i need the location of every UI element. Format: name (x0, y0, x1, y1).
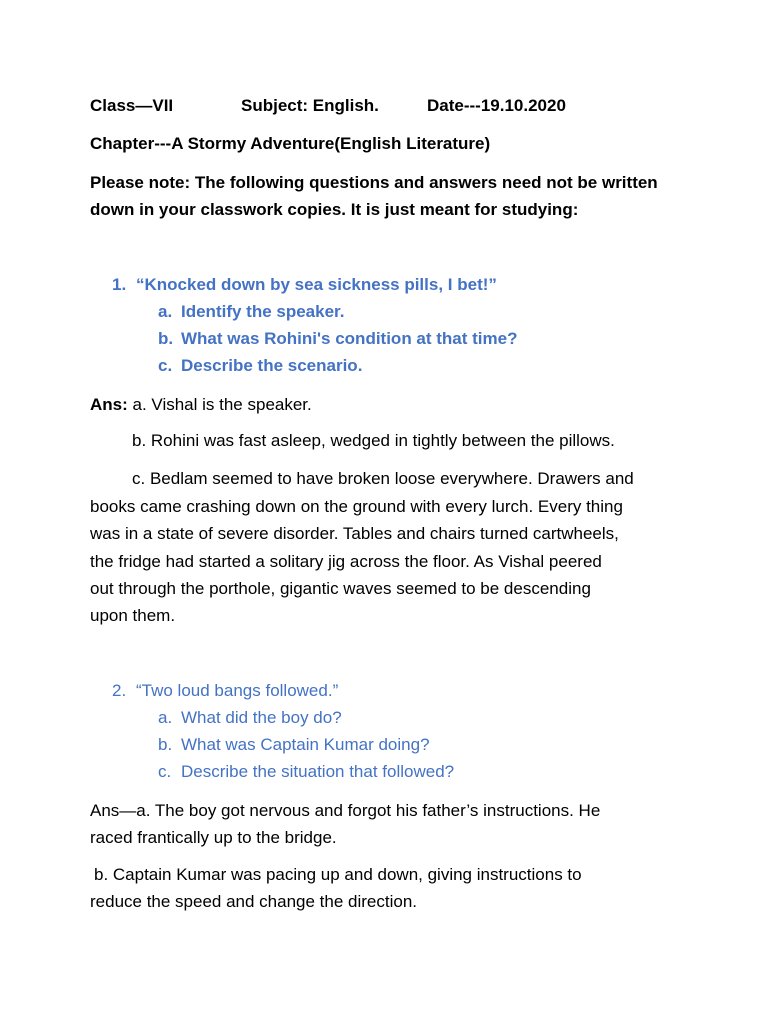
question-2-prompt: “Two loud bangs followed.” (136, 681, 339, 700)
answer-1-c-line-4: the fridge had started a solitary jig across the floor. As Vishal peered (90, 552, 602, 571)
note-line-2: down in your classwork copies. It is just meant for studying: (90, 200, 579, 219)
answer-1-c-line-6: upon them. (90, 606, 176, 625)
question-1-text: Knocked down by sea sickness pills, I bet!” (144, 275, 497, 294)
answer-1-b: b. Rohini was fast asleep, wedged in tightly between the pillows. (132, 431, 615, 450)
q2-sub-b-text: What was Captain Kumar doing? (181, 735, 430, 754)
q1-sub-c-text: Describe the scenario. (181, 356, 363, 375)
q1-sub-b-text: What was Rohini's condition at that time? (181, 329, 518, 348)
answer-1-c-line-5: out through the porthole, gigantic waves seemed to be descending (90, 579, 591, 598)
answer-1-c-line-1: c. Bedlam seemed to have broken loose everywhere. Drawers and (132, 469, 634, 488)
answer-label: Ans: (90, 395, 128, 414)
answer-1-a-text: a. Vishal is the speaker. (132, 395, 312, 414)
answer-2-a-line-2: raced frantically up to the bridge. (90, 828, 337, 847)
q1-sub-b-letter: b. (158, 329, 174, 348)
answer-1-c-line-3: was in a state of severe disorder. Tables and chairs turned cartwheels, (90, 524, 619, 543)
note-line-1: Please note: The following questions and answers need not be written (90, 173, 658, 192)
chapter-title: Chapter---A Stormy Adventure(English Literature) (90, 134, 491, 153)
answer-2-b-line-1: b. Captain Kumar was pacing up and down, giving instructions to (94, 865, 582, 884)
question-1-prompt (136, 274, 497, 296)
question-2-number: 2. (112, 681, 127, 700)
subject-label: Subject: English. (241, 96, 379, 115)
q2-sub-b-letter: b. (158, 735, 173, 754)
q1-sub-a-text: Identify the speaker. (181, 302, 345, 321)
answer-1-a (90, 394, 312, 416)
answer-1-c-line-2: books came crashing down on the ground with every lurch. Every thing (90, 497, 623, 516)
q2-sub-a-letter: a. (158, 708, 173, 727)
class-label: Class—VII (90, 96, 174, 115)
q1-sub-c-letter: c. (158, 356, 173, 375)
q2-sub-a-text: What did the boy do? (181, 708, 342, 727)
q2-sub-c-letter: c. (158, 762, 172, 781)
answer-2-a-line-1: Ans—a. The boy got nervous and forgot his father’s instructions. He (90, 801, 601, 820)
question-1-number: 1. (112, 275, 127, 294)
q2-sub-c-text: Describe the situation that followed? (181, 762, 455, 781)
q1-sub-a-letter: a. (158, 302, 173, 321)
date-label: Date---19.10.2020 (427, 96, 566, 115)
answer-2-b-line-2: reduce the speed and change the direction. (90, 892, 418, 911)
question-1-quote: “ (136, 275, 145, 294)
